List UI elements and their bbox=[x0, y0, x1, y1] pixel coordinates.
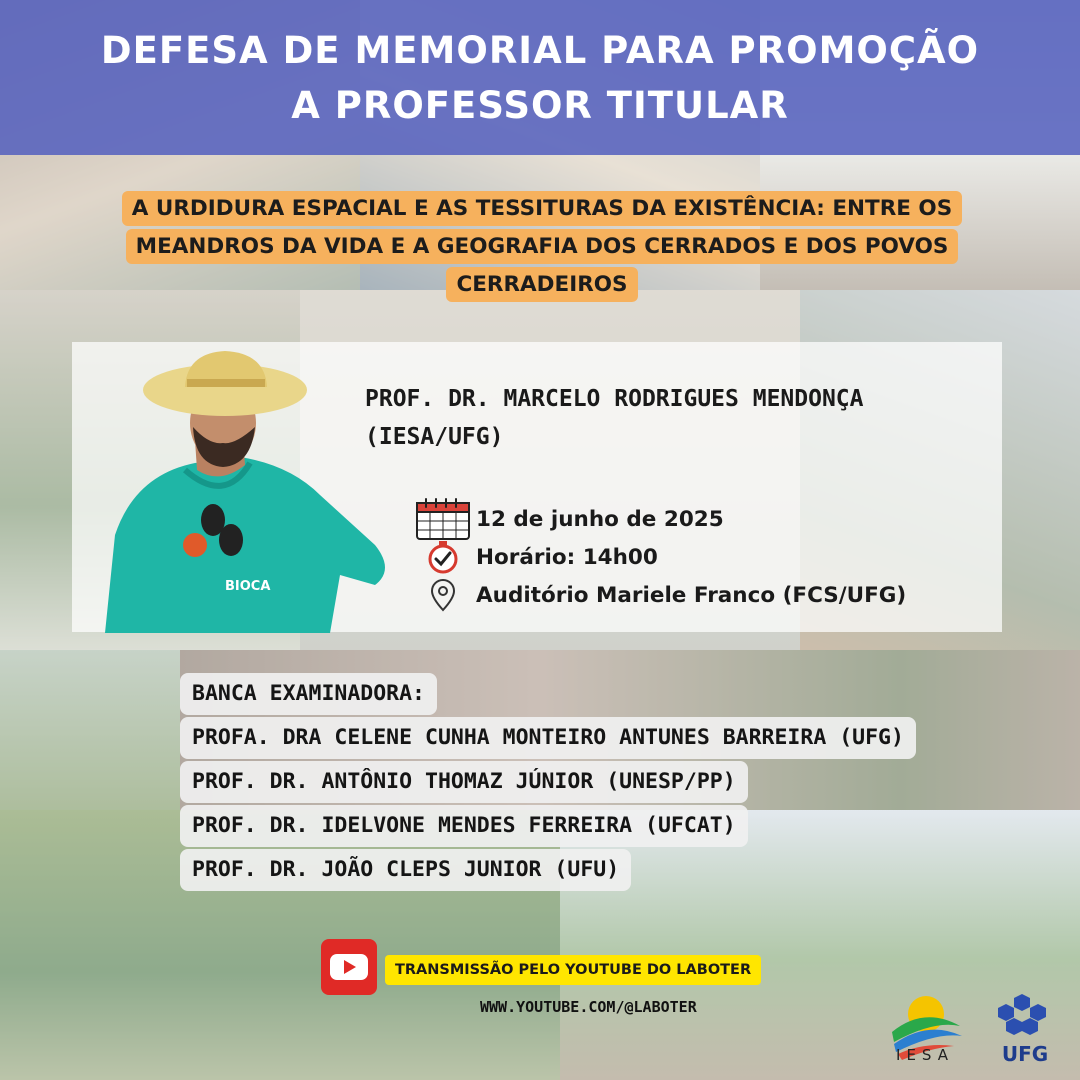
board-member: PROF. DR. JOÃO CLEPS JUNIOR (UFU) bbox=[180, 849, 631, 891]
thesis-title bbox=[92, 190, 992, 304]
shirt-logo-text: BIOCA bbox=[225, 579, 271, 594]
ufg-logo bbox=[998, 994, 1046, 1035]
board-member: PROF. DR. IDELVONE MENDES FERREIRA (UFCAT) bbox=[180, 805, 748, 847]
event-details bbox=[410, 500, 1000, 614]
youtube-icon[interactable] bbox=[320, 938, 378, 996]
event-time: Horário: 14h00 bbox=[476, 544, 658, 570]
candidate-name: PROF. DR. MARCELO RODRIGUES MENDONÇA (IESA/UFG) bbox=[365, 386, 864, 450]
youtube-stream-label[interactable]: TRANSMISSÃO PELO YOUTUBE DO LABOTER bbox=[385, 955, 761, 985]
location-pin-icon bbox=[410, 578, 476, 612]
event-location-row bbox=[410, 576, 1000, 614]
iesa-logo-text: IESA bbox=[896, 1046, 954, 1064]
header-band bbox=[0, 0, 1080, 155]
event-date-row bbox=[410, 500, 1000, 538]
examining-board bbox=[180, 673, 916, 893]
board-member: PROF. DR. ANTÔNIO THOMAZ JÚNIOR (UNESP/PP) bbox=[180, 761, 748, 803]
event-date: 12 de junho de 2025 bbox=[476, 506, 724, 532]
candidate-photo bbox=[75, 345, 395, 633]
examining-board-heading: BANCA EXAMINADORA: bbox=[180, 673, 437, 715]
thesis-title-text: A URDIDURA ESPACIAL E AS TESSITURAS DA EXISTÊNCIA: ENTRE OS MEANDROS DA VIDA E A GEOGRAFIA DOS CERRADOS E DOS POVOS CERRADEIROS bbox=[122, 191, 962, 302]
event-time-row bbox=[410, 538, 1000, 576]
youtube-channel-link[interactable]: WWW.YOUTUBE.COM/@LABOTER bbox=[480, 998, 697, 1016]
board-member: PROFA. DRA CELENE CUNHA MONTEIRO ANTUNES BARREIRA (UFG) bbox=[180, 717, 916, 759]
calendar-icon bbox=[410, 497, 476, 541]
ufg-logo-text: UFG bbox=[1001, 1042, 1049, 1066]
event-location: Auditório Mariele Franco (FCS/UFG) bbox=[476, 582, 907, 608]
clock-icon bbox=[410, 539, 476, 575]
page-title: DEFESA DE MEMORIAL PARA PROMOÇÃO A PROFESSOR TITULAR bbox=[100, 28, 980, 127]
